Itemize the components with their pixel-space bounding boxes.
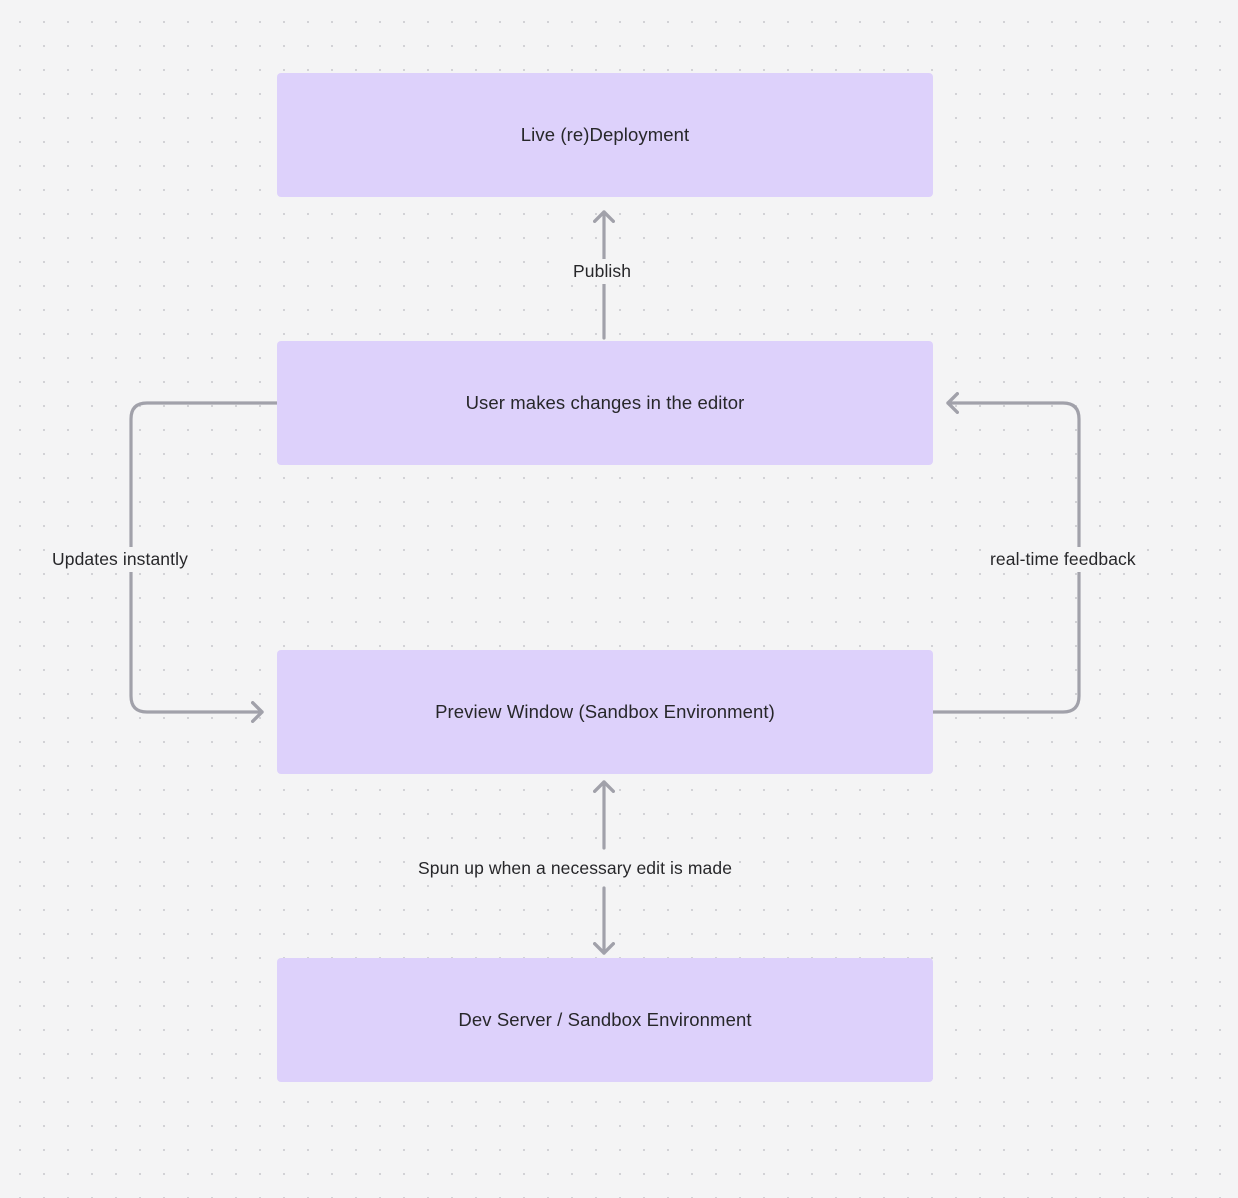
edge-label-updates-instantly: Updates instantly	[46, 547, 194, 572]
node-label: Preview Window (Sandbox Environment)	[435, 701, 775, 722]
edge-label-publish: Publish	[567, 259, 637, 284]
node-label: Dev Server / Sandbox Environment	[458, 1009, 752, 1030]
edge-label-real-time-feedback: real-time feedback	[984, 547, 1142, 572]
node-dev-server[interactable]	[277, 958, 933, 1082]
node-label: Live (re)Deployment	[520, 124, 690, 145]
node-live-redeployment[interactable]	[277, 73, 933, 197]
edge-label-spun-up: Spun up when a necessary edit is made	[412, 856, 738, 881]
node-user-makes-changes[interactable]	[277, 341, 933, 465]
node-label: User makes changes in the editor	[465, 392, 745, 413]
node-preview-window[interactable]	[277, 650, 933, 774]
